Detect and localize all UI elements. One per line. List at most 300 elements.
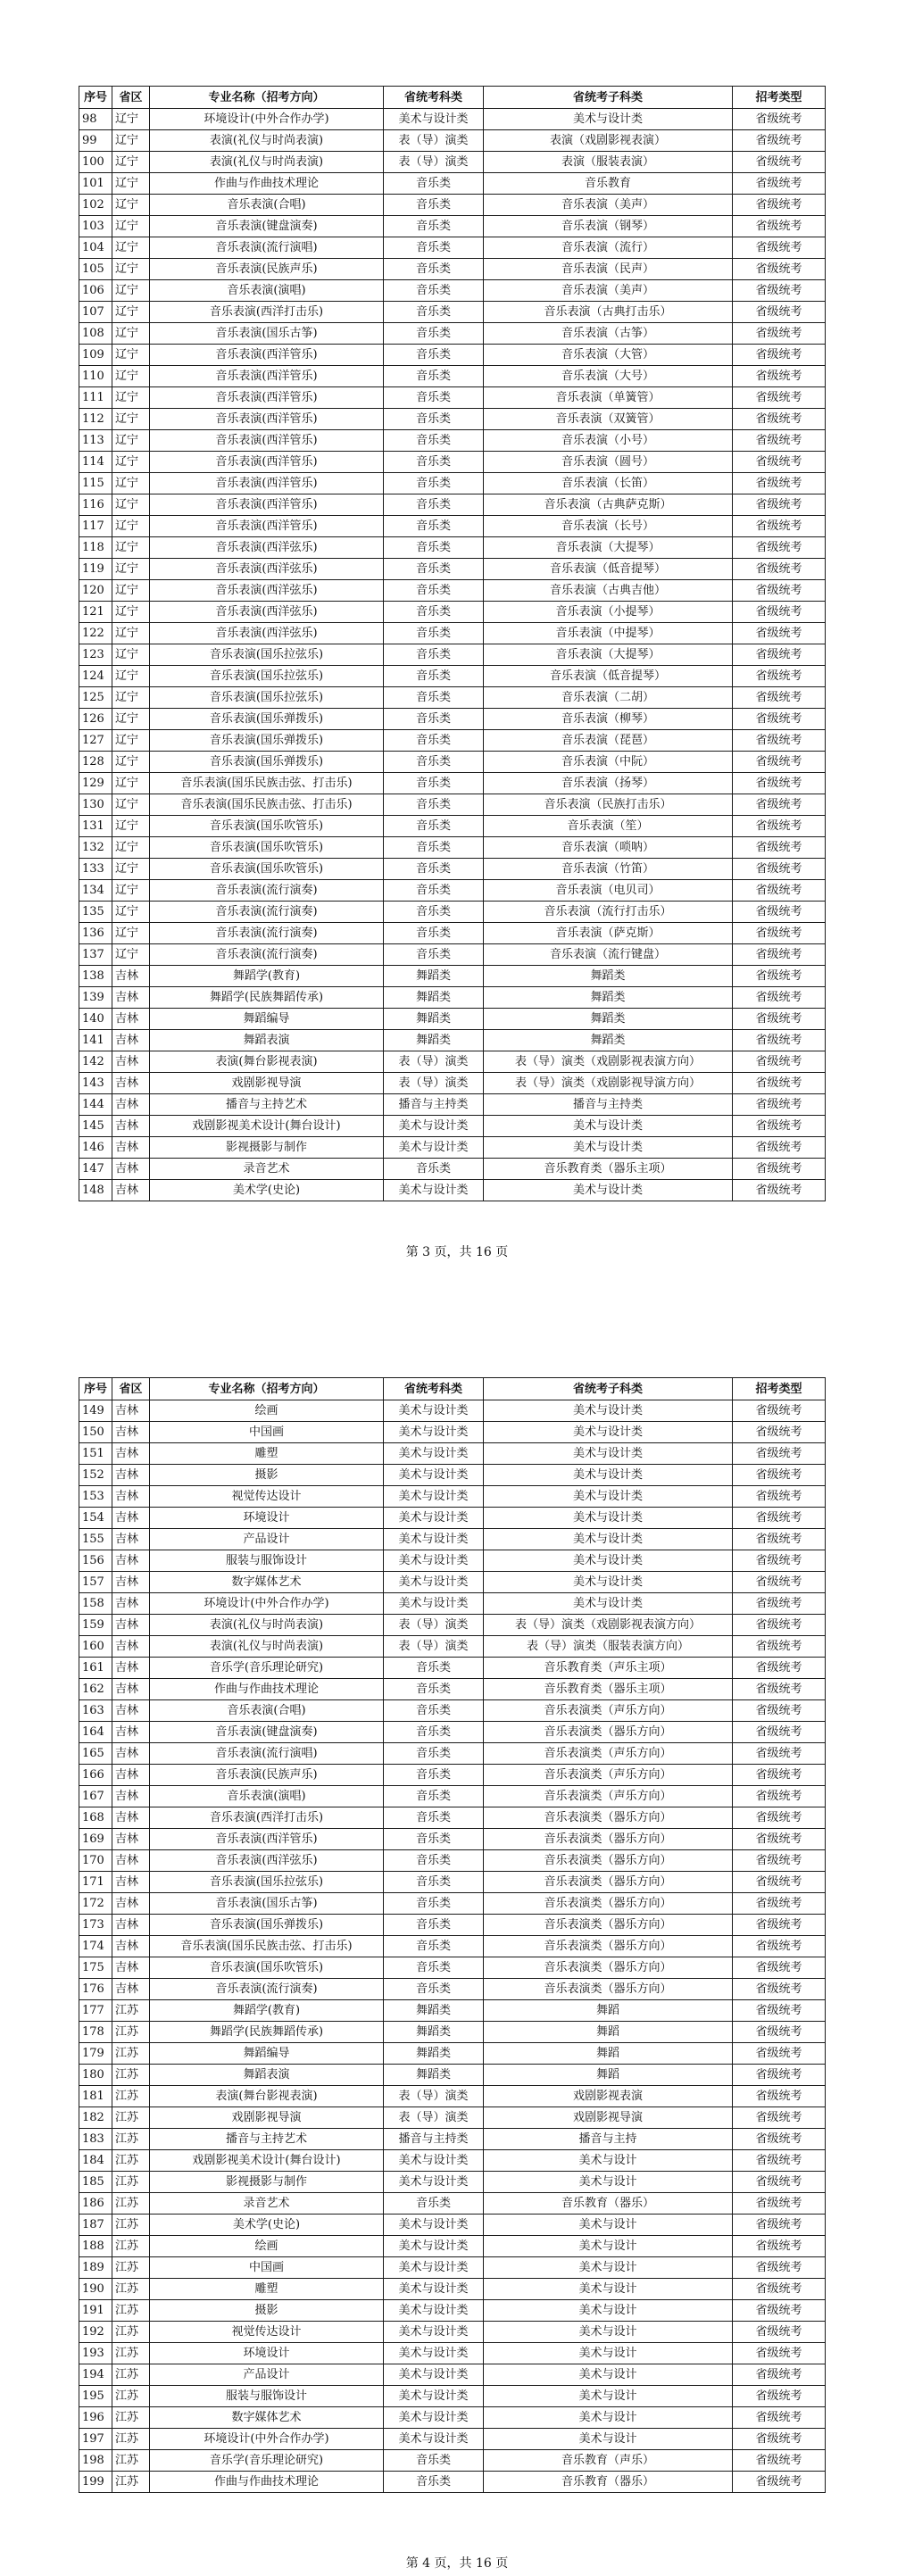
cell-province: 江苏: [112, 2236, 150, 2257]
cell-type: 省级统考: [733, 216, 826, 237]
cell-major: 音乐表演(西洋管乐): [150, 1829, 384, 1850]
table-row: [79, 1508, 826, 1529]
cell-category: 音乐类: [384, 216, 484, 237]
cell-type: 省级统考: [733, 1422, 826, 1443]
cell-category: 音乐类: [384, 623, 484, 644]
table-row: [79, 2193, 826, 2215]
table-row: [79, 516, 826, 537]
cell-type: 省级统考: [733, 1957, 826, 1979]
cell-type: 省级统考: [733, 602, 826, 623]
cell-province: 吉林: [112, 987, 150, 1009]
cell-no: 188: [79, 2236, 112, 2257]
cell-type: 省级统考: [733, 2086, 826, 2107]
cell-province: 辽宁: [112, 687, 150, 709]
cell-province: 辽宁: [112, 623, 150, 644]
cell-major: 音乐表演(演唱): [150, 280, 384, 302]
cell-subcategory: 音乐教育类（器乐主项）: [484, 1679, 733, 1700]
cell-type: 省级统考: [733, 1009, 826, 1030]
table-row: [79, 2472, 826, 2493]
cell-major: 音乐表演(西洋管乐): [150, 452, 384, 473]
cell-major: 播音与主持艺术: [150, 1094, 384, 1116]
cell-category: 美术与设计类: [384, 1465, 484, 1486]
cell-type: 省级统考: [733, 2343, 826, 2364]
cell-subcategory: 音乐表演（柳琴）: [484, 709, 733, 730]
cell-province: 辽宁: [112, 216, 150, 237]
cell-no: 105: [79, 259, 112, 280]
cell-type: 省级统考: [733, 666, 826, 687]
cell-subcategory: 音乐表演（大号）: [484, 366, 733, 387]
cell-major: 音乐学(音乐理论研究): [150, 2450, 384, 2472]
cell-type: 省级统考: [733, 2322, 826, 2343]
cell-province: 江苏: [112, 2043, 150, 2065]
table-row: [79, 2407, 826, 2429]
cell-type: 省级统考: [733, 1807, 826, 1829]
cell-type: 省级统考: [733, 1550, 826, 1572]
cell-category: 音乐类: [384, 1722, 484, 1743]
table-row: [79, 409, 826, 430]
table-row: [79, 1593, 826, 1615]
cell-subcategory: 美术与设计: [484, 2257, 733, 2279]
cell-no: 190: [79, 2279, 112, 2300]
cell-category: 音乐类: [384, 816, 484, 837]
cell-no: 135: [79, 902, 112, 923]
cell-subcategory: 音乐表演（唢呐）: [484, 837, 733, 859]
cell-province: 辽宁: [112, 173, 150, 195]
cell-major: 音乐表演(西洋管乐): [150, 516, 384, 537]
header-major: 专业名称（招考方向）: [150, 1378, 384, 1400]
table-row: [79, 709, 826, 730]
cell-type: 省级统考: [733, 2150, 826, 2172]
cell-subcategory: 音乐表演（电贝司）: [484, 880, 733, 902]
table-row: [79, 430, 826, 452]
cell-category: 音乐类: [384, 494, 484, 516]
cell-province: 江苏: [112, 2086, 150, 2107]
cell-subcategory: 美术与设计: [484, 2150, 733, 2172]
cell-type: 省级统考: [733, 1743, 826, 1765]
cell-no: 199: [79, 2472, 112, 2493]
table-row: [79, 2450, 826, 2472]
cell-category: 舞蹈类: [384, 2000, 484, 2022]
cell-subcategory: 舞蹈: [484, 2043, 733, 2065]
cell-subcategory: 音乐表演类（器乐方向）: [484, 1893, 733, 1915]
cell-no: 189: [79, 2257, 112, 2279]
table-row: [79, 2429, 826, 2450]
cell-type: 省级统考: [733, 944, 826, 966]
table-row: [79, 452, 826, 473]
cell-subcategory: 音乐表演（美声）: [484, 280, 733, 302]
table-row: [79, 387, 826, 409]
cell-province: 吉林: [112, 1094, 150, 1116]
cell-no: 181: [79, 2086, 112, 2107]
cell-no: 159: [79, 1615, 112, 1636]
cell-no: 138: [79, 966, 112, 987]
cell-no: 186: [79, 2193, 112, 2215]
cell-subcategory: 音乐表演类（器乐方向）: [484, 1915, 733, 1936]
cell-type: 省级统考: [733, 752, 826, 773]
cell-subcategory: 音乐表演（二胡）: [484, 687, 733, 709]
cell-province: 吉林: [112, 1979, 150, 2000]
cell-major: 音乐表演(国乐吹管乐): [150, 816, 384, 837]
cell-province: 吉林: [112, 1593, 150, 1615]
cell-subcategory: 舞蹈类: [484, 987, 733, 1009]
cell-no: 128: [79, 752, 112, 773]
table-row: [79, 2386, 826, 2407]
cell-no: 196: [79, 2407, 112, 2429]
cell-category: 音乐类: [384, 1159, 484, 1180]
cell-category: 舞蹈类: [384, 966, 484, 987]
cell-province: 江苏: [112, 2343, 150, 2364]
cell-province: 江苏: [112, 2450, 150, 2472]
cell-category: 美术与设计类: [384, 2236, 484, 2257]
cell-province: 吉林: [112, 1765, 150, 1786]
cell-major: 音乐表演(流行演唱): [150, 1743, 384, 1765]
cell-no: 162: [79, 1679, 112, 1700]
cell-no: 121: [79, 602, 112, 623]
cell-subcategory: 美术与设计类: [484, 1443, 733, 1465]
cell-category: 美术与设计类: [384, 1529, 484, 1550]
cell-major: 音乐表演(国乐拉弦乐): [150, 1872, 384, 1893]
cell-no: 185: [79, 2172, 112, 2193]
cell-major: 舞蹈学(教育): [150, 966, 384, 987]
cell-province: 辽宁: [112, 730, 150, 752]
table-row: [79, 323, 826, 345]
table-row: [79, 1486, 826, 1508]
cell-category: 音乐类: [384, 430, 484, 452]
cell-subcategory: 音乐表演类（器乐方向）: [484, 1957, 733, 1979]
cell-province: 辽宁: [112, 409, 150, 430]
header-province: 省区: [112, 1378, 150, 1400]
cell-category: 音乐类: [384, 559, 484, 580]
table-row: [79, 623, 826, 644]
header-major: 专业名称（招考方向）: [150, 87, 384, 109]
cell-province: 辽宁: [112, 195, 150, 216]
cell-major: 音乐表演(合唱): [150, 1700, 384, 1722]
cell-type: 省级统考: [733, 280, 826, 302]
cell-type: 省级统考: [733, 302, 826, 323]
table-row: [79, 1094, 826, 1116]
cell-type: 省级统考: [733, 1137, 826, 1159]
cell-no: 106: [79, 280, 112, 302]
cell-category: 音乐类: [384, 859, 484, 880]
cell-major: 音乐表演(西洋弦乐): [150, 580, 384, 602]
cell-category: 美术与设计类: [384, 2429, 484, 2450]
cell-major: 绘画: [150, 2236, 384, 2257]
table-row: [79, 1615, 826, 1636]
cell-type: 省级统考: [733, 537, 826, 559]
cell-province: 吉林: [112, 1443, 150, 1465]
cell-major: 音乐表演(流行演奏): [150, 880, 384, 902]
cell-subcategory: 音乐表演类（器乐方向）: [484, 1807, 733, 1829]
cell-province: 辽宁: [112, 902, 150, 923]
cell-major: 环境设计(中外合作办学): [150, 109, 384, 130]
cell-province: 辽宁: [112, 516, 150, 537]
table-row: [79, 1765, 826, 1786]
cell-major: 戏剧影视导演: [150, 2107, 384, 2129]
cell-no: 109: [79, 345, 112, 366]
cell-major: 音乐表演(国乐拉弦乐): [150, 687, 384, 709]
cell-major: 视觉传达设计: [150, 1486, 384, 1508]
cell-subcategory: 美术与设计: [484, 2172, 733, 2193]
admissions-table: [79, 1377, 826, 2493]
cell-subcategory: 美术与设计: [484, 2343, 733, 2364]
cell-category: 音乐类: [384, 1957, 484, 1979]
cell-subcategory: 音乐表演（单簧管）: [484, 387, 733, 409]
cell-type: 省级统考: [733, 1073, 826, 1094]
table-row: [79, 1850, 826, 1872]
cell-subcategory: 表演（戏剧影视表演）: [484, 130, 733, 152]
cell-subcategory: 音乐教育类（声乐主项）: [484, 1658, 733, 1679]
cell-category: 音乐类: [384, 1850, 484, 1872]
cell-type: 省级统考: [733, 1872, 826, 1893]
cell-province: 辽宁: [112, 944, 150, 966]
table-row: [79, 1030, 826, 1051]
cell-province: 江苏: [112, 2193, 150, 2215]
header-province: 省区: [112, 87, 150, 109]
cell-province: 吉林: [112, 1159, 150, 1180]
cell-category: 美术与设计类: [384, 1572, 484, 1593]
cell-major: 表演(礼仪与时尚表演): [150, 152, 384, 173]
table-row: [79, 2322, 826, 2343]
cell-subcategory: 美术与设计: [484, 2279, 733, 2300]
cell-subcategory: 音乐表演类（器乐方向）: [484, 1979, 733, 2000]
cell-major: 中国画: [150, 1422, 384, 1443]
cell-major: 音乐表演(合唱): [150, 195, 384, 216]
cell-province: 吉林: [112, 1915, 150, 1936]
cell-type: 省级统考: [733, 773, 826, 794]
cell-subcategory: 美术与设计: [484, 2386, 733, 2407]
cell-subcategory: 美术与设计类: [484, 1180, 733, 1201]
cell-subcategory: 音乐表演类（声乐方向）: [484, 1743, 733, 1765]
cell-province: 江苏: [112, 2150, 150, 2172]
table-row: [79, 1807, 826, 1829]
cell-category: 美术与设计类: [384, 1443, 484, 1465]
cell-major: 音乐表演(西洋管乐): [150, 366, 384, 387]
cell-category: 音乐类: [384, 1743, 484, 1765]
cell-province: 吉林: [112, 1180, 150, 1201]
cell-province: 吉林: [112, 1051, 150, 1073]
cell-type: 省级统考: [733, 1915, 826, 1936]
cell-category: 音乐类: [384, 302, 484, 323]
cell-subcategory: 音乐表演（小号）: [484, 430, 733, 452]
cell-type: 省级统考: [733, 580, 826, 602]
admissions-table: [79, 86, 826, 1201]
cell-major: 音乐表演(流行演唱): [150, 237, 384, 259]
cell-major: 音乐表演(西洋打击乐): [150, 302, 384, 323]
cell-type: 省级统考: [733, 1180, 826, 1201]
cell-category: 美术与设计类: [384, 1508, 484, 1529]
cell-subcategory: 音乐表演（古筝）: [484, 323, 733, 345]
cell-category: 音乐类: [384, 880, 484, 902]
table-row: [79, 837, 826, 859]
cell-category: 音乐类: [384, 1936, 484, 1957]
cell-no: 119: [79, 559, 112, 580]
cell-type: 省级统考: [733, 1465, 826, 1486]
cell-type: 省级统考: [733, 623, 826, 644]
cell-subcategory: 戏剧影视表演: [484, 2086, 733, 2107]
table-row: [79, 109, 826, 130]
table-row: [79, 1743, 826, 1765]
table-row: [79, 1159, 826, 1180]
cell-no: 129: [79, 773, 112, 794]
cell-province: 吉林: [112, 1073, 150, 1094]
cell-major: 舞蹈学(教育): [150, 2000, 384, 2022]
table-row: [79, 752, 826, 773]
cell-category: 美术与设计类: [384, 1593, 484, 1615]
table-row: [79, 1679, 826, 1700]
cell-no: 142: [79, 1051, 112, 1073]
cell-major: 音乐表演(流行演奏): [150, 923, 384, 944]
cell-no: 163: [79, 1700, 112, 1722]
cell-no: 143: [79, 1073, 112, 1094]
cell-province: 吉林: [112, 1400, 150, 1422]
cell-type: 省级统考: [733, 2000, 826, 2022]
cell-major: 中国画: [150, 2257, 384, 2279]
cell-subcategory: 舞蹈类: [484, 1030, 733, 1051]
cell-province: 吉林: [112, 1486, 150, 1508]
cell-type: 省级统考: [733, 2172, 826, 2193]
cell-province: 江苏: [112, 2429, 150, 2450]
cell-subcategory: 音乐教育: [484, 173, 733, 195]
cell-province: 江苏: [112, 2279, 150, 2300]
table-header-row: [79, 1378, 826, 1400]
header-category: 省统考科类: [384, 1378, 484, 1400]
cell-subcategory: 表（导）演类（戏剧影视表演方向）: [484, 1615, 733, 1636]
cell-category: 舞蹈类: [384, 2065, 484, 2086]
cell-major: 播音与主持艺术: [150, 2129, 384, 2150]
cell-subcategory: 音乐表演类（器乐方向）: [484, 1850, 733, 1872]
cell-category: 美术与设计类: [384, 1422, 484, 1443]
cell-category: 音乐类: [384, 2450, 484, 2472]
cell-province: 江苏: [112, 2322, 150, 2343]
cell-type: 省级统考: [733, 237, 826, 259]
cell-category: 美术与设计类: [384, 2322, 484, 2343]
cell-major: 服装与服饰设计: [150, 1550, 384, 1572]
cell-no: 112: [79, 409, 112, 430]
cell-subcategory: 美术与设计类: [484, 1508, 733, 1529]
table-row: [79, 816, 826, 837]
cell-category: 表（导）演类: [384, 1636, 484, 1658]
table-row: [79, 2000, 826, 2022]
cell-subcategory: 美术与设计: [484, 2215, 733, 2236]
cell-category: 音乐类: [384, 709, 484, 730]
cell-province: 吉林: [112, 1636, 150, 1658]
cell-category: 美术与设计类: [384, 109, 484, 130]
table-row: [79, 1465, 826, 1486]
table-row: [79, 730, 826, 752]
cell-subcategory: 音乐表演（低音提琴）: [484, 666, 733, 687]
cell-major: 音乐学(音乐理论研究): [150, 1658, 384, 1679]
cell-no: 102: [79, 195, 112, 216]
cell-no: 172: [79, 1893, 112, 1915]
cell-type: 省级统考: [733, 1636, 826, 1658]
cell-category: 美术与设计类: [384, 2257, 484, 2279]
cell-province: 辽宁: [112, 280, 150, 302]
cell-subcategory: 音乐表演（竹笛）: [484, 859, 733, 880]
cell-type: 省级统考: [733, 130, 826, 152]
cell-major: 产品设计: [150, 1529, 384, 1550]
table-row: [79, 2215, 826, 2236]
cell-category: 音乐类: [384, 1872, 484, 1893]
cell-major: 表演(礼仪与时尚表演): [150, 130, 384, 152]
cell-subcategory: 音乐表演（长笛）: [484, 473, 733, 494]
table-row: [79, 2300, 826, 2322]
cell-major: 音乐表演(流行演奏): [150, 1979, 384, 2000]
cell-no: 193: [79, 2343, 112, 2364]
cell-province: 辽宁: [112, 602, 150, 623]
cell-category: 音乐类: [384, 473, 484, 494]
cell-no: 108: [79, 323, 112, 345]
cell-category: 音乐类: [384, 516, 484, 537]
cell-province: 辽宁: [112, 816, 150, 837]
cell-no: 150: [79, 1422, 112, 1443]
table-row: [79, 644, 826, 666]
cell-province: 吉林: [112, 1658, 150, 1679]
cell-province: 辽宁: [112, 859, 150, 880]
cell-province: 辽宁: [112, 345, 150, 366]
cell-major: 音乐表演(西洋弦乐): [150, 623, 384, 644]
cell-type: 省级统考: [733, 966, 826, 987]
cell-no: 158: [79, 1593, 112, 1615]
cell-subcategory: 美术与设计类: [484, 1137, 733, 1159]
cell-category: 舞蹈类: [384, 2043, 484, 2065]
cell-province: 吉林: [112, 1615, 150, 1636]
table-row: [79, 1180, 826, 1201]
cell-major: 音乐表演(西洋管乐): [150, 387, 384, 409]
cell-subcategory: 音乐表演（圆号）: [484, 452, 733, 473]
cell-category: 音乐类: [384, 602, 484, 623]
cell-type: 省级统考: [733, 1030, 826, 1051]
cell-province: 吉林: [112, 1850, 150, 1872]
cell-category: 音乐类: [384, 537, 484, 559]
cell-province: 江苏: [112, 2257, 150, 2279]
cell-major: 音乐表演(西洋弦乐): [150, 559, 384, 580]
table-row: [79, 2172, 826, 2193]
cell-major: 音乐表演(西洋管乐): [150, 494, 384, 516]
cell-type: 省级统考: [733, 1116, 826, 1137]
cell-no: 126: [79, 709, 112, 730]
cell-subcategory: 美术与设计: [484, 2322, 733, 2343]
cell-major: 音乐表演(国乐拉弦乐): [150, 644, 384, 666]
page-footer: 第 4 页，共 16 页: [405, 2556, 509, 2571]
cell-subcategory: 音乐表演（民族打击乐）: [484, 794, 733, 816]
table-row: [79, 773, 826, 794]
cell-province: 吉林: [112, 1743, 150, 1765]
cell-province: 吉林: [112, 1550, 150, 1572]
table-row: [79, 1073, 826, 1094]
cell-type: 省级统考: [733, 816, 826, 837]
cell-major: 绘画: [150, 1400, 384, 1422]
cell-no: 99: [79, 130, 112, 152]
cell-major: 环境设计(中外合作办学): [150, 1593, 384, 1615]
cell-no: 115: [79, 473, 112, 494]
cell-subcategory: 美术与设计类: [484, 1550, 733, 1572]
cell-category: 美术与设计类: [384, 2343, 484, 2364]
cell-province: 江苏: [112, 2129, 150, 2150]
cell-no: 178: [79, 2022, 112, 2043]
table-row: [79, 987, 826, 1009]
table-row: [79, 537, 826, 559]
cell-province: 辽宁: [112, 323, 150, 345]
cell-category: 美术与设计类: [384, 2279, 484, 2300]
cell-subcategory: 美术与设计类: [484, 1400, 733, 1422]
cell-major: 音乐表演(流行演奏): [150, 944, 384, 966]
cell-subcategory: 音乐表演（长号）: [484, 516, 733, 537]
cell-no: 180: [79, 2065, 112, 2086]
cell-type: 省级统考: [733, 687, 826, 709]
cell-subcategory: 音乐表演（民声）: [484, 259, 733, 280]
table-row: [79, 944, 826, 966]
cell-no: 107: [79, 302, 112, 323]
